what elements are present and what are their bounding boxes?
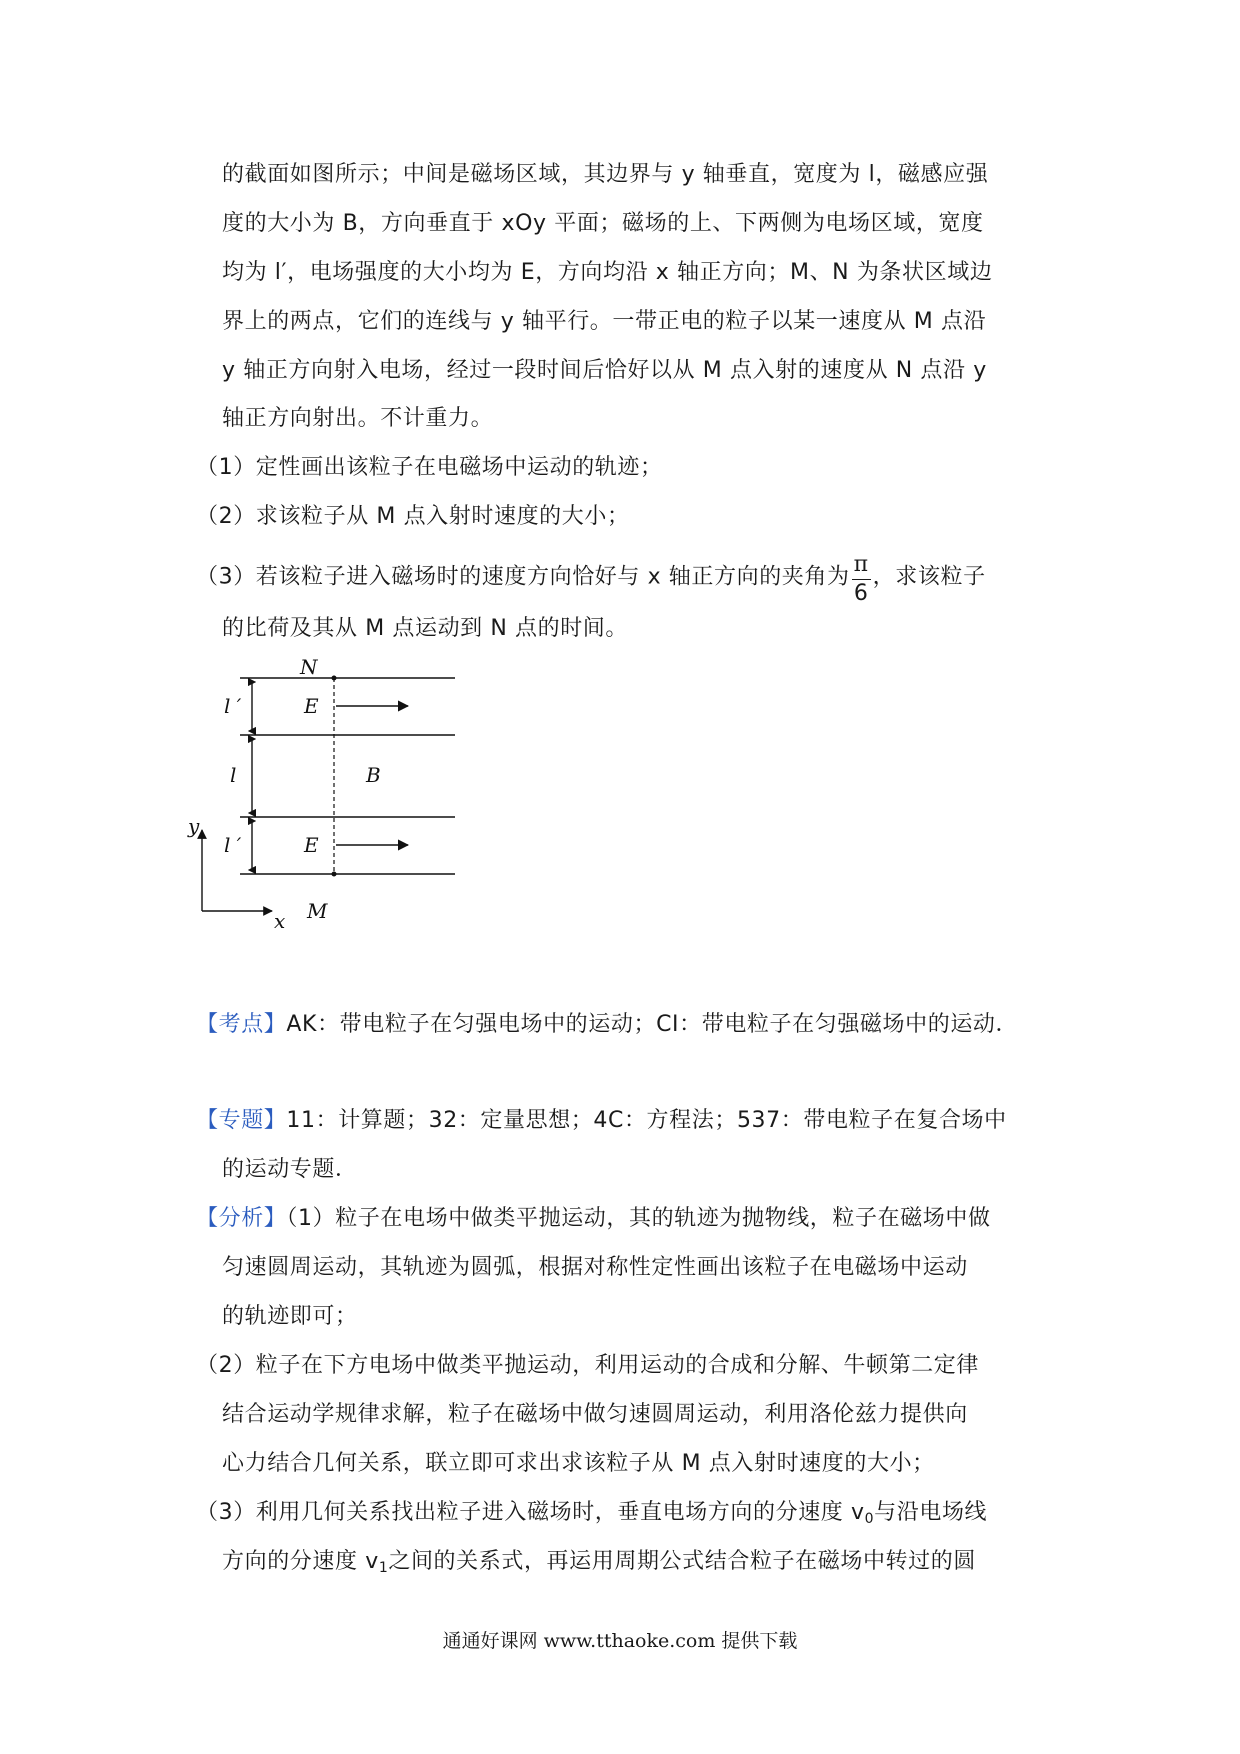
question-3-line-2: 的比荷及其从 M 点运动到 N 点的时间。 (222, 616, 629, 641)
pi-over-6-fraction (852, 554, 871, 605)
zhuanti-tag: 【专题】 (196, 1108, 287, 1133)
fenxi-p3-text-a: （3）利用几何关系找出粒子进入磁场时，垂直电场方向的分速度 v (196, 1500, 865, 1525)
point-m (332, 872, 337, 877)
kaodian-section (196, 1010, 1018, 1040)
label-b: B (366, 763, 381, 787)
intro-line-2: 度的大小为 B，方向垂直于 xOy 平面；磁场的上、下两侧为电场区域，宽度 (222, 211, 984, 236)
page-footer: 通通好课网 www.tthaoke.com 提供下载 (442, 1630, 798, 1652)
question-3-text-b: ，求该粒子 (872, 564, 986, 590)
v0-subscript: 0 (864, 1511, 875, 1527)
v1-subscript: 1 (378, 1560, 389, 1576)
fenxi-p2-line-1: （2）粒子在下方电场中做类平抛运动，利用运动的合成和分解、牛顿第二定律 (196, 1353, 979, 1378)
fenxi-section (196, 1204, 991, 1234)
question-3-text-a: （3）若该粒子进入磁场时的速度方向恰好与 x 轴正方向的夹角为 (196, 564, 850, 590)
intro-line-6: 轴正方向射出。不计重力。 (222, 406, 494, 431)
label-n: N (300, 658, 318, 679)
intro-line-5: y 轴正方向射入电场，经过一段时间后恰好以从 M 点入射的速度从 N 点沿 y (222, 358, 987, 383)
question-1: （1）定性画出该粒子在电磁场中运动的轨迹； (196, 455, 663, 480)
label-l-prime-top: l ′ (224, 694, 242, 718)
fenxi-p1-line-3: 的轨迹即可； (222, 1304, 358, 1329)
fenxi-p1-line-1: （1）粒子在电场中做类平抛运动，其的轨迹为抛物线，粒子在磁场中做 (286, 1206, 991, 1231)
fenxi-p3-line-1 (196, 1498, 987, 1534)
label-l-prime-bottom: l ′ (224, 833, 242, 857)
fenxi-p3-line-2 (222, 1547, 976, 1583)
fenxi-p3-text-b: 与沿电场线 (874, 1500, 988, 1525)
question-2: （2）求该粒子从 M 点入射时速度的大小； (196, 504, 630, 529)
field-diagram (180, 658, 480, 938)
fenxi-p2-line-2: 结合运动学规律求解，粒子在磁场中做匀速圆周运动，利用洛伦兹力提供向 (222, 1402, 968, 1427)
label-x-axis: x (274, 909, 286, 933)
point-n (332, 676, 337, 681)
kaodian-tag: 【考点】 (196, 1012, 287, 1037)
kaodian-text: AK：带电粒子在匀强电场中的运动；CI：带电粒子在匀强磁场中的运动． (286, 1012, 1019, 1037)
zhuanti-section (196, 1106, 1007, 1136)
label-y-axis: y (188, 814, 200, 838)
fenxi-tag: 【分析】 (196, 1206, 287, 1231)
fenxi-p3-line2-a: 方向的分速度 v (222, 1549, 379, 1574)
fenxi-p2-line-3: 心力结合几何关系，联立即可求出求该粒子从 M 点入射时速度的大小； (222, 1451, 935, 1476)
intro-line-1: 的截面如图所示；中间是磁场区域，其边界与 y 轴垂直，宽度为 l，磁感应强 (222, 162, 989, 187)
zhuanti-line-2: 的运动专题． (222, 1157, 358, 1182)
intro-line-3: 均为 l′，电场强度的大小均为 E，方向均沿 x 轴正方向；M、N 为条状区域边 (222, 260, 993, 285)
intro-line-4: 界上的两点，它们的连线与 y 轴平行。一带正电的粒子以某一速度从 M 点沿 (222, 309, 987, 334)
label-l-middle: l (230, 763, 237, 787)
fenxi-p1-line-2: 匀速圆周运动，其轨迹为圆弧，根据对称性定性画出该粒子在电磁场中运动 (222, 1255, 968, 1280)
label-m: M (307, 899, 328, 923)
question-3 (196, 552, 986, 606)
fraction-denominator: 6 (853, 581, 869, 606)
zhuanti-line-1: 11：计算题；32：定量思想；4C：方程法；537：带电粒子在复合场中 (286, 1108, 1007, 1133)
fenxi-p3-line2-b: 之间的关系式，再运用周期公式结合粒子在磁场中转过的圆 (388, 1549, 976, 1574)
label-e-top: E (304, 694, 319, 718)
label-e-bottom: E (304, 833, 319, 857)
fraction-numerator: π (852, 554, 871, 580)
